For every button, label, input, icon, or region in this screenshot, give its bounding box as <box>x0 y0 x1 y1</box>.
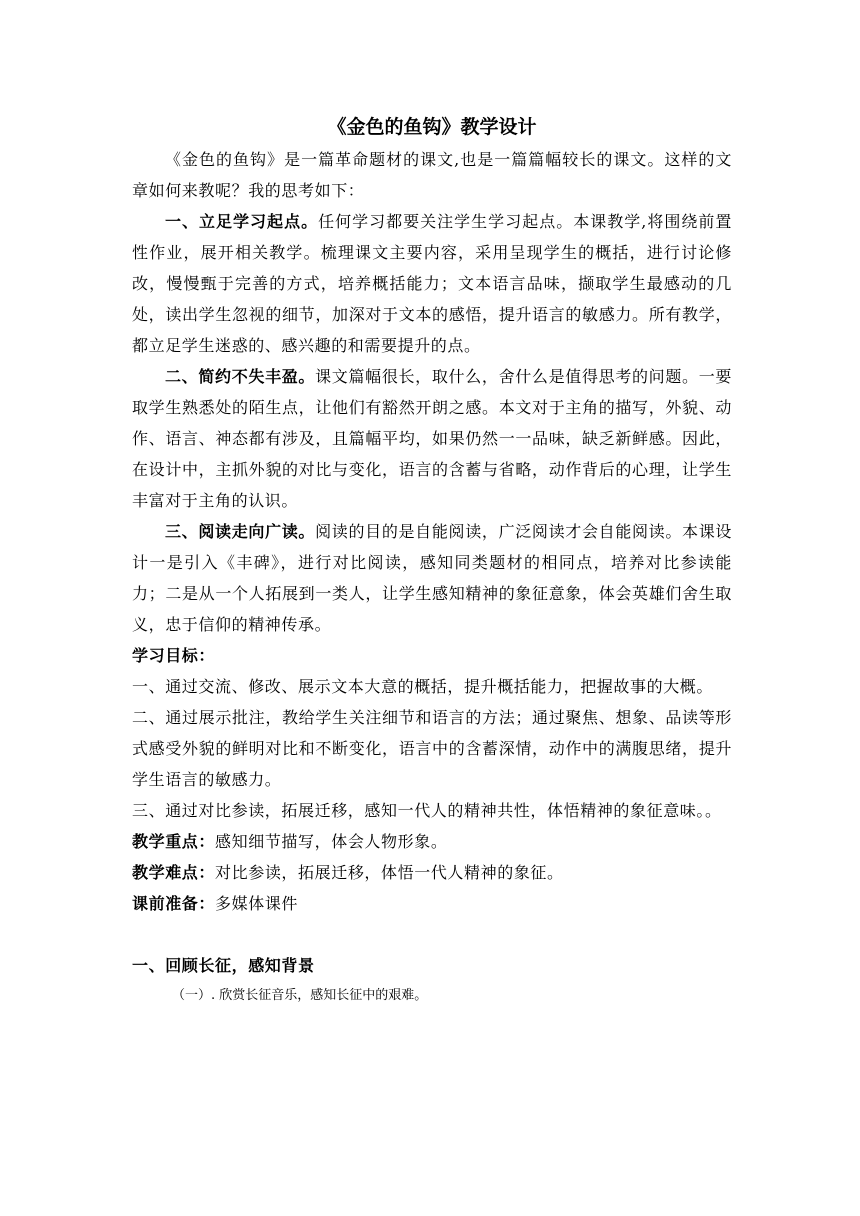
intro-paragraph: 《金色的鱼钩》是一篇革命题材的课文,也是一篇篇幅较长的课文。这样的文章如何来教呢？我的思考如下： <box>132 150 732 200</box>
point-2-heading: 二、简约不失丰盈。 <box>165 367 316 386</box>
prep-text: 多媒体课件 <box>215 894 299 913</box>
point-1-paragraph <box>132 206 732 361</box>
difficulty-label: 教学难点： <box>132 863 216 882</box>
key-point-text: 感知细节描写，体会人物形象。 <box>215 832 448 851</box>
document-title: 《金色的鱼钩》教学设计 <box>327 116 537 138</box>
document-page <box>132 110 732 1011</box>
prep-line <box>132 888 732 919</box>
blank-line <box>132 919 732 950</box>
point-3-heading: 三、阅读走向广读。 <box>165 522 316 541</box>
point-1-heading: 一、立足学习起点。 <box>165 212 319 231</box>
goal-1: 一、通过交流、修改、展示文本大意的概括，提升概括能力，把握故事的大概。 <box>132 677 714 696</box>
point-2-paragraph <box>132 361 732 516</box>
goals-label: 学习目标： <box>132 646 216 665</box>
section-1-heading: 一、回顾长征，感知背景 <box>132 956 315 975</box>
section-1-item: （一）. 欣赏长征音乐，感知长征中的艰难。 <box>172 988 428 1003</box>
difficulty-line <box>132 857 732 888</box>
point-3-body: 阅读的目的是自能阅读，广泛阅读才会自能阅读。本课设计一是引入《丰碑》，进行对比阅读，感知同类题材的相同点，培养对比参读能力；二是从一个人拓展到一类人，让学生感知精神的象征意象，体会英雄们舍生取义，忠于信仰的精神传承。 <box>132 522 732 634</box>
prep-label: 课前准备： <box>132 894 216 913</box>
point-2-body: 课文篇幅很长，取什么，舍什么是值得思考的问题。一要取学生熟悉处的陌生点，让他们有豁然开朗之感。本文对于主角的描写，外貌、动作、语言、神态都有涉及，且篇幅平均，如果仍然一一品味，缺乏新鲜感。因此，在设计中，主抓外貌的对比与变化，语言的含蓄与省略，动作背后的心理，让学生丰富对于主角的认识。 <box>132 367 732 510</box>
goal-3: 三、通过对比参读，拓展迁移，感知一代人的精神共性，体悟精神的象征意味。。 <box>132 801 722 820</box>
goal-2: 二、通过展示批注，教给学生关注细节和语言的方法；通过聚焦、想象、品读等形式感受外貌的鲜明对比和不断变化，语言中的含蓄深情，动作中的满腹思绪，提升学生语言的敏感力。 <box>132 708 732 789</box>
point-3-paragraph <box>132 516 732 640</box>
point-1-body: 任何学习都要关注学生学习起点。本课教学,将围绕前置性作业，展开相关教学。梳理课文主要内容，采用呈现学生的概括，进行讨论修改，慢慢甄于完善的方式，培养概括能力；文本语言品味，撷取学生最感动的几处，读出学生忽视的细节，加深对于文本的感悟，提升语言的敏感力。所有教学，都立足学生迷惑的、感兴趣的和需要提升的点。 <box>132 212 732 355</box>
difficulty-text: 对比参读，拓展迁移，体悟一代人精神的象征。 <box>215 863 564 882</box>
key-point-line <box>132 826 732 857</box>
key-point-label: 教学重点： <box>132 832 216 851</box>
